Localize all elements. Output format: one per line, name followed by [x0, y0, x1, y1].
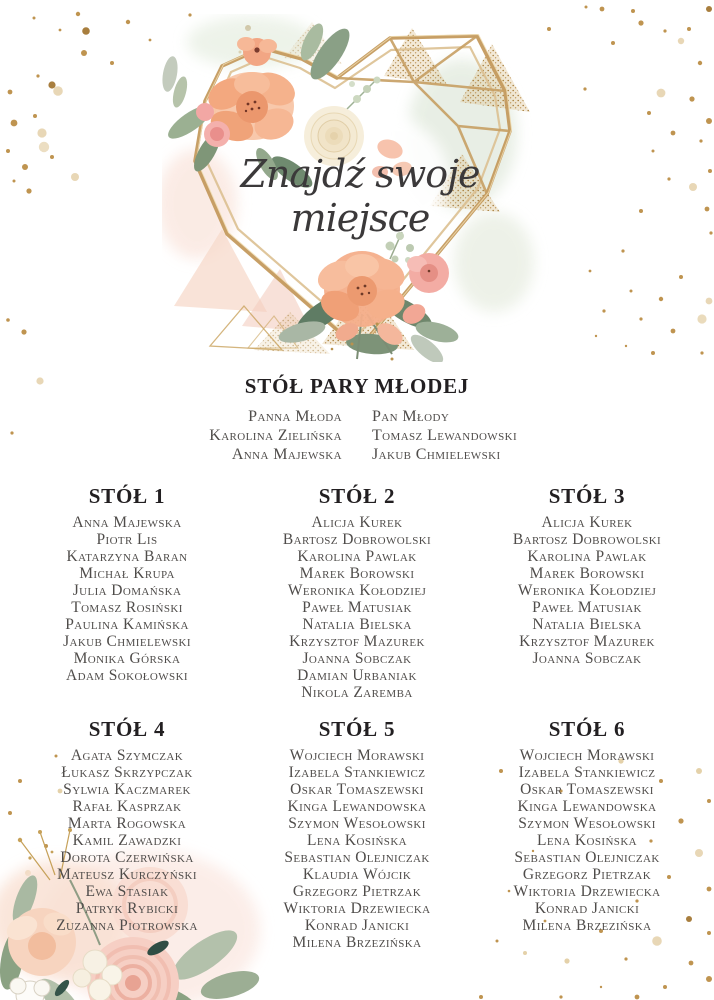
guest-name: Kamil Zawadzki [72, 832, 182, 849]
guest-name: Adam Sokołowski [66, 667, 188, 684]
bride-role-label: Panna Młoda [248, 408, 342, 425]
guest-name: Jakub Chmielewski [372, 446, 501, 463]
table-1-guest-list [12, 514, 242, 684]
guest-name: Mateusz Kurczyński [57, 866, 197, 883]
guest-name: Ewa Stasiak [85, 883, 169, 900]
glitter-cluster-top-right [547, 6, 713, 356]
guest-name: Patryk Rybicki [75, 900, 179, 917]
table-4-title: STÓŁ 4 [88, 717, 166, 741]
guest-name: Lena Kosińska [536, 832, 638, 849]
guest-name: Alicja Kurek [541, 514, 633, 531]
guest-name: Kinga Lewandowska [287, 798, 427, 815]
groom-role-label: Pan Młody [372, 408, 450, 425]
guest-name: Marek Borowski [299, 565, 415, 582]
guest-name: Marta Rogowska [67, 815, 187, 832]
guest-name: Dorota Czerwińska [60, 849, 194, 866]
table-2-guest-list [242, 514, 472, 701]
table-5-guest-list [242, 747, 472, 951]
guest-name: Wojciech Morawski [519, 747, 655, 764]
guest-name: Nikola Zaremba [301, 684, 413, 701]
guest-name: Oskar Tomaszewski [290, 781, 424, 798]
guest-name: Grzegorz Pietrzak [522, 866, 652, 883]
guest-name: Paweł Matusiak [532, 599, 642, 616]
tables-row-1 [12, 484, 702, 701]
guest-name: Łukasz Skrzypczak [61, 764, 193, 781]
table-4-guest-list [12, 747, 242, 934]
guest-name: Marek Borowski [529, 565, 645, 582]
guest-name: Natalia Bielska [532, 616, 642, 633]
guest-name: Natalia Bielska [302, 616, 412, 633]
guest-name: Joanna Sobczak [302, 650, 412, 667]
guest-name: Lena Kosińska [306, 832, 408, 849]
guest-name: Rafał Kasprzak [72, 798, 182, 815]
guest-name: Izabela Stankiewicz [518, 764, 656, 781]
guest-name: Anna Majewska [72, 514, 182, 531]
guest-name: Zuzanna Piotrowska [56, 917, 198, 934]
table-3-guest-list [472, 514, 702, 667]
table-2-title: STÓŁ 2 [318, 484, 396, 508]
guest-name: Kinga Lewandowska [517, 798, 657, 815]
guest-name: Katarzyna Baran [66, 548, 188, 565]
guest-name: Oskar Tomaszewski [520, 781, 654, 798]
guest-name: Sylwia Kaczmarek [63, 781, 191, 798]
header-art [162, 14, 558, 362]
guest-name: Grzegorz Pietrzak [292, 883, 422, 900]
guest-name: Tomasz Rosiński [71, 599, 183, 616]
guest-name: Wiktoria Drzewiecka [513, 883, 661, 900]
tables-row-2 [12, 717, 702, 951]
guest-name: Michał Krupa [79, 565, 175, 582]
guest-name: Jakub Chmielewski [63, 633, 191, 650]
guest-name: Weronika Kołodziej [517, 582, 657, 599]
guest-name: Szymon Wesołowski [288, 815, 426, 832]
groom-guest-list [372, 426, 624, 464]
table-5 [242, 717, 472, 951]
bride-guest-list [90, 426, 342, 464]
guest-name: Szymon Wesołowski [518, 815, 656, 832]
couple-table [0, 407, 714, 464]
guest-name: Karolina Pawlak [297, 548, 417, 565]
table-1 [12, 484, 242, 701]
guest-name: Karolina Zielińska [209, 427, 342, 444]
guest-name: Karolina Pawlak [527, 548, 647, 565]
guest-name: Paulina Kamińska [65, 616, 189, 633]
table-2 [242, 484, 472, 701]
guest-name: Monika Górska [73, 650, 181, 667]
groom-column [372, 407, 624, 464]
guest-name: Piotr Lis [96, 531, 158, 548]
guest-name: Sebastian Olejniczak [514, 849, 660, 866]
table-6-guest-list [472, 747, 702, 934]
table-6-title: STÓŁ 6 [548, 717, 626, 741]
guest-name: Anna Majewska [231, 446, 342, 463]
guest-name: Julia Domańska [72, 582, 182, 599]
couple-table-title: STÓŁ PARY MŁODEJ [244, 374, 470, 398]
table-5-title: STÓŁ 5 [318, 717, 396, 741]
guest-name: Milena Brzezińska [522, 917, 652, 934]
guest-name: Alicja Kurek [311, 514, 403, 531]
guest-name: Krzysztof Mazurek [289, 633, 425, 650]
table-3 [472, 484, 702, 701]
page-title-line2: miejsce [290, 196, 430, 240]
guest-name: Wojciech Morawski [289, 747, 425, 764]
table-6 [472, 717, 702, 951]
guest-name: Damian Urbaniak [297, 667, 417, 684]
guest-name: Joanna Sobczak [532, 650, 642, 667]
guest-name: Izabela Stankiewicz [288, 764, 426, 781]
page-title-line1: Znajdź swoje [240, 152, 480, 196]
guest-name: Paweł Matusiak [302, 599, 412, 616]
guest-name: Wiktoria Drzewiecka [283, 900, 431, 917]
table-4 [12, 717, 242, 951]
bride-column [90, 407, 342, 464]
page-title [162, 152, 558, 240]
guest-name: Konrad Janicki [534, 900, 640, 917]
guest-name: Bartosz Dobrowolski [282, 531, 432, 548]
guest-name: Bartosz Dobrowolski [512, 531, 662, 548]
guest-name: Sebastian Olejniczak [284, 849, 430, 866]
guest-name: Agata Szymczak [70, 747, 184, 764]
guest-name: Klaudia Wójcik [302, 866, 412, 883]
table-3-title: STÓŁ 3 [548, 484, 626, 508]
guest-name: Milena Brzezińska [292, 934, 422, 951]
guest-name: Weronika Kołodziej [287, 582, 427, 599]
guest-name: Konrad Janicki [304, 917, 410, 934]
guest-name: Tomasz Lewandowski [372, 427, 518, 444]
guest-name: Krzysztof Mazurek [519, 633, 655, 650]
table-1-title: STÓŁ 1 [88, 484, 166, 508]
